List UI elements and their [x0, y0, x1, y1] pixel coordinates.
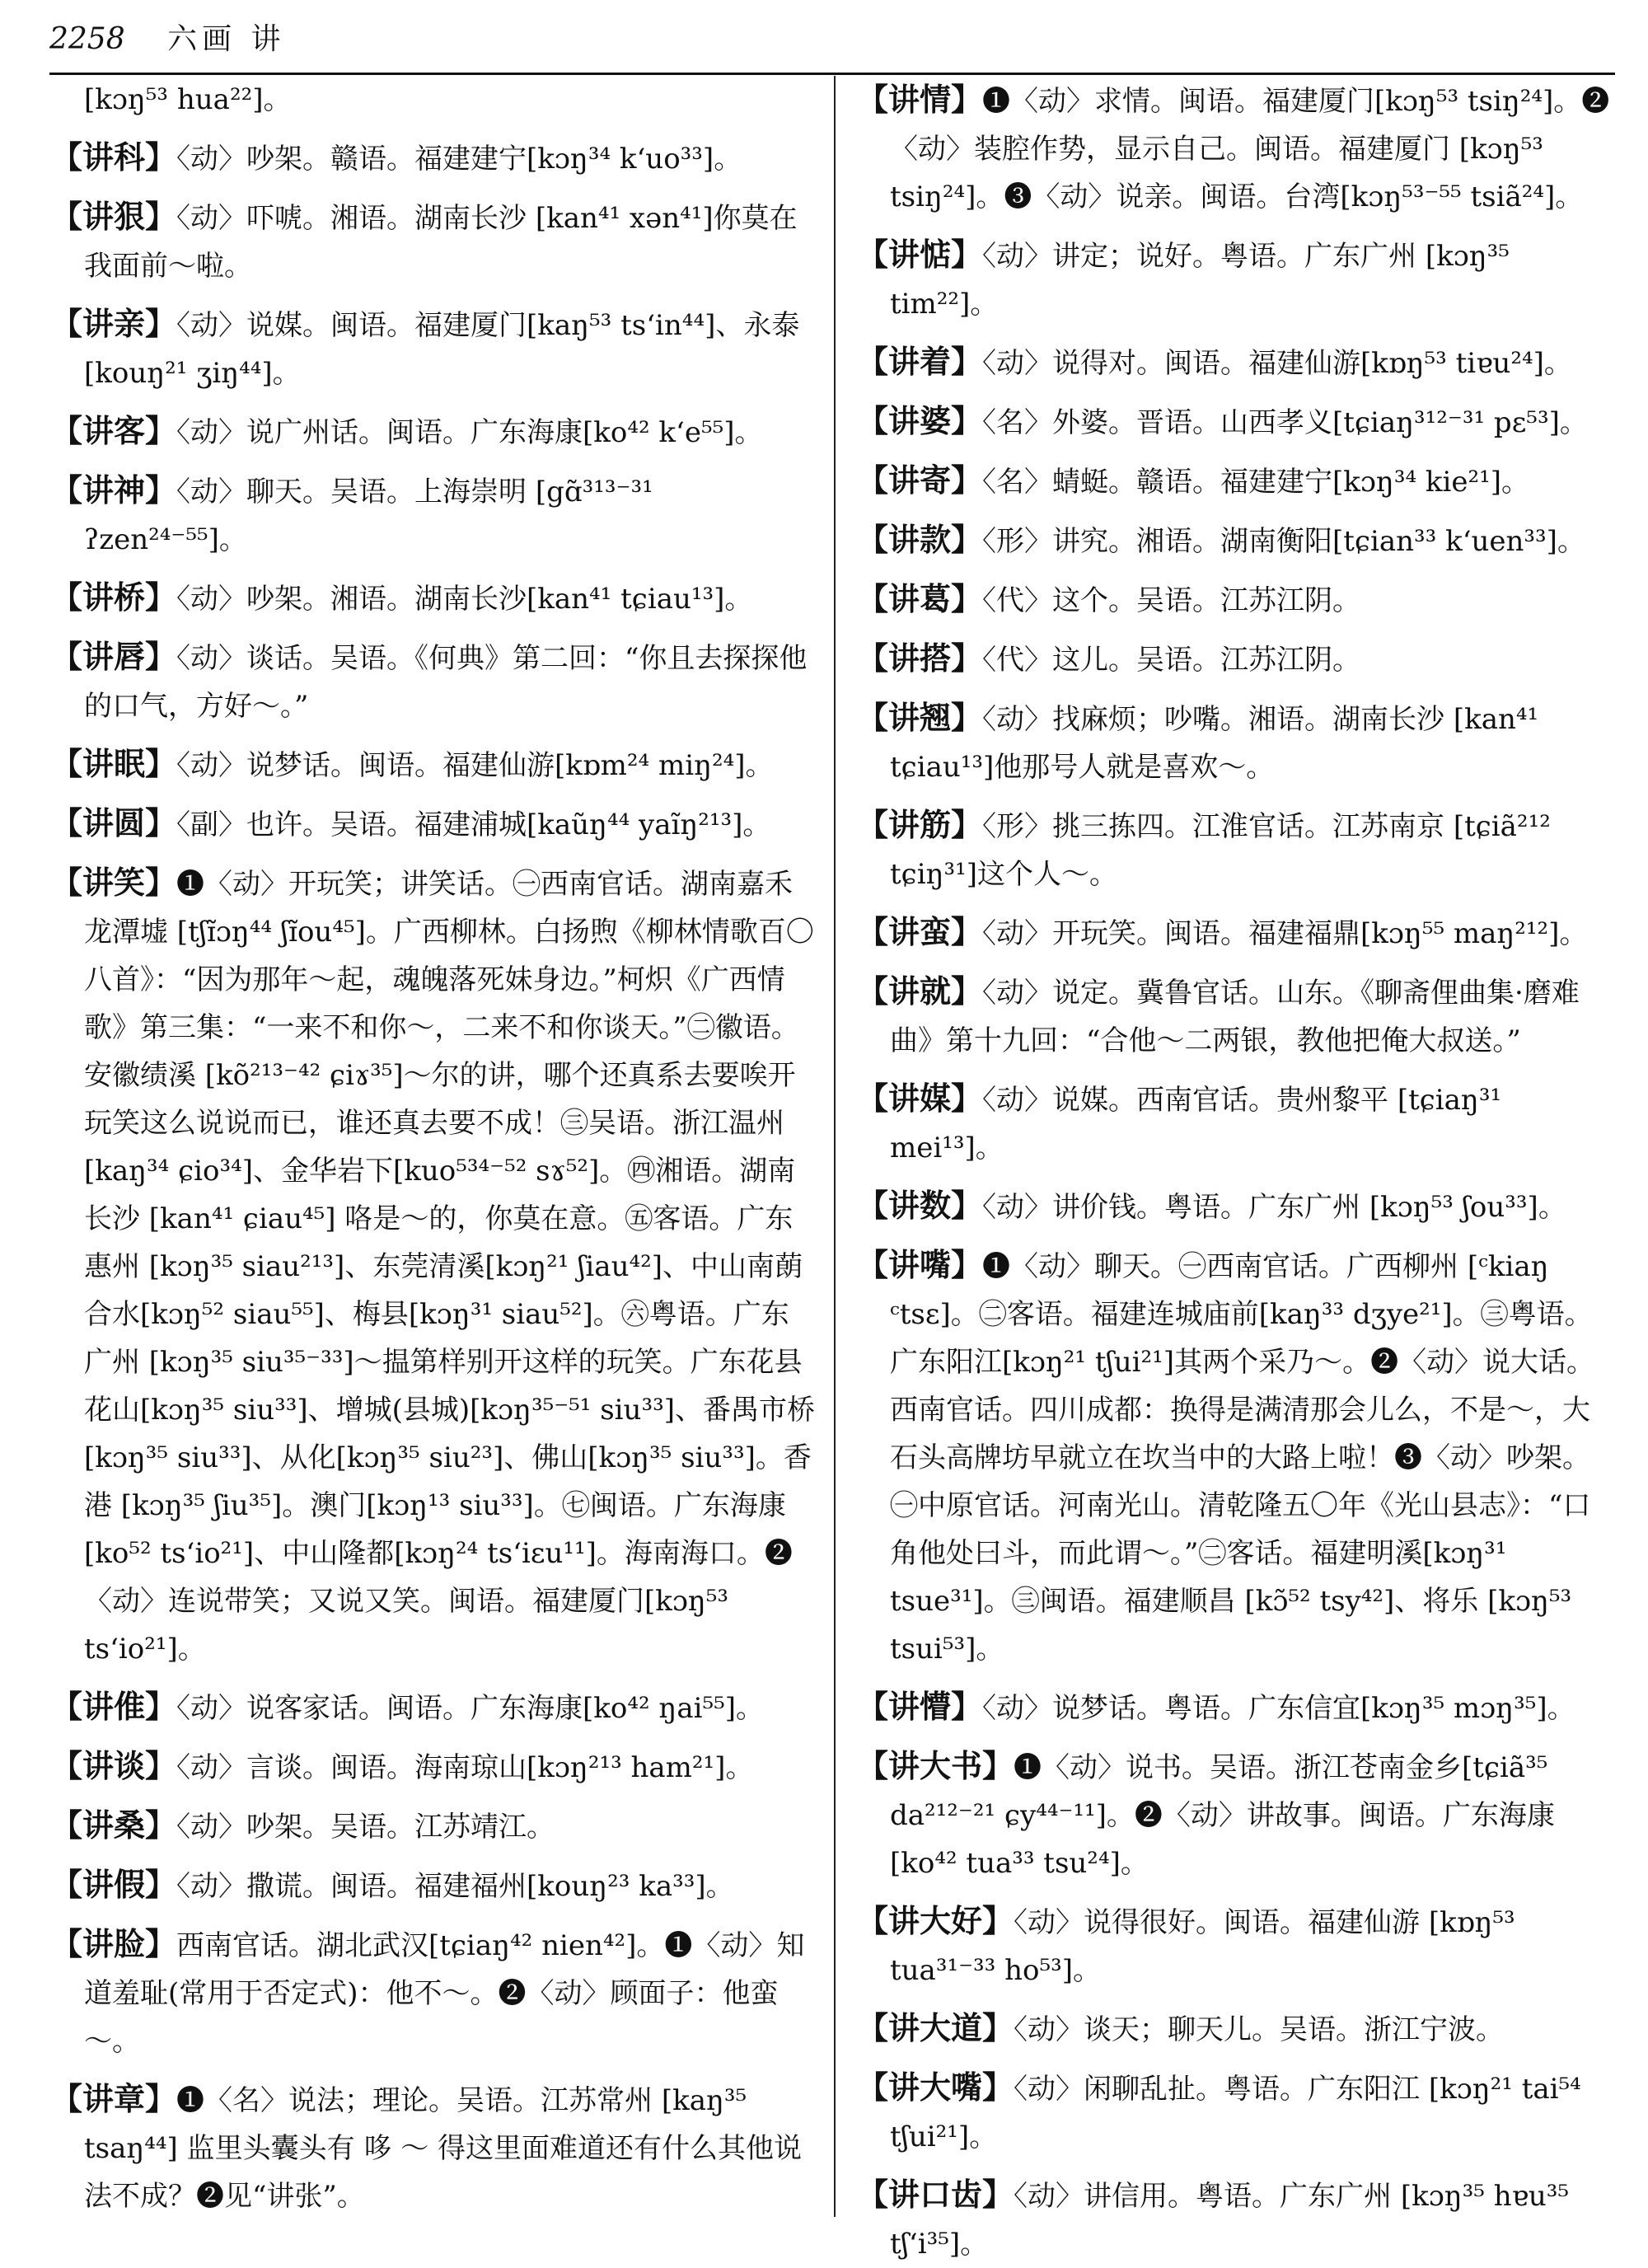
- entry-definition: 〈代〉这儿。吴语。江苏江阴。: [982, 644, 1361, 677]
- dictionary-entry: [857, 516, 1615, 565]
- entry-definition: 〈名〉外婆。晋语。山西孝义[tɕiaŋ³¹²⁻³¹ pɛ⁵³]。: [982, 406, 1588, 439]
- entry-headword: 【讲搭】: [857, 640, 983, 677]
- page-number: 2258: [49, 22, 125, 56]
- dictionary-entry: [857, 1742, 1615, 1887]
- entry-headword: 【讲圆】: [51, 804, 177, 841]
- entry-definition: 西南官话。湖北武汉[tɕiaŋ⁴² nien⁴²]。❶〈动〉知道羞耻(常用于否定式)：他不～。❷〈动〉顾面子：他蛮～。: [84, 1929, 805, 2058]
- dictionary-entry: [857, 1182, 1615, 1231]
- section-title: 六画 讲: [167, 22, 286, 56]
- entry-headword: 【讲着】: [857, 343, 983, 380]
- entry-headword: 【讲桑】: [51, 1806, 177, 1844]
- entry-headword: 【讲大道】: [857, 2009, 1014, 2046]
- entry-headword: 【讲媒】: [857, 1080, 983, 1117]
- left-entries: [51, 134, 816, 2220]
- dictionary-entry: [857, 801, 1615, 898]
- dictionary-entry: [51, 193, 816, 290]
- entry-headword: 【讲科】: [51, 138, 177, 176]
- entry-headword: 【讲神】: [51, 471, 177, 508]
- dictionary-entry: [857, 76, 1615, 221]
- dictionary-entry: [857, 908, 1615, 958]
- entry-headword: 【讲唇】: [51, 638, 177, 675]
- right-column: [857, 76, 1615, 2261]
- dictionary-entry: [51, 1742, 816, 1792]
- entry-definition: 〈动〉聊天。吴语。上海崇明 [gɑ̃³¹³⁻³¹ ʔzen²⁴⁻⁵⁵]。: [84, 476, 653, 556]
- dictionary-entry: [51, 134, 816, 183]
- dictionary-entry: [51, 859, 816, 1673]
- entry-headword: 【讲懵】: [857, 1688, 983, 1725]
- entry-headword: 【讲桥】: [51, 579, 177, 616]
- dictionary-entry: [857, 575, 1615, 625]
- entry-definition: 〈代〉这个。吴语。江苏江阴。: [982, 584, 1361, 617]
- entry-definition: 〈动〉讲价钱。粤语。广东广州 [kɔŋ⁵³ ʃou³³]。: [982, 1191, 1566, 1224]
- continuation-text: [kɔŋ⁵³ hua²²]。: [84, 83, 292, 116]
- entry-definition: 〈动〉说客家话。闽语。广东海康[ko⁴² ŋai⁵⁵]。: [176, 1692, 764, 1725]
- column-divider: [834, 76, 836, 2217]
- entry-headword: 【讲脸】: [51, 1925, 177, 1962]
- entry-definition: 〈名〉蜻蜓。赣语。福建建宁[kɔŋ³⁴ kie²¹]。: [982, 466, 1530, 499]
- entry-definition: 〈动〉言谈。闽语。海南琼山[kɔŋ²¹³ ham²¹]。: [176, 1751, 754, 1784]
- entry-definition: 〈动〉说广州话。闽语。广东海康[ko⁴² kʻe⁵⁵]。: [176, 416, 763, 449]
- entry-definition: 〈动〉说梦话。粤语。广东信宜[kɔŋ³⁵ mɔŋ³⁵]。: [982, 1692, 1575, 1725]
- entry-headword: 【讲嘴】: [857, 1246, 983, 1283]
- entry-headword: 【讲大书】: [857, 1747, 1014, 1784]
- entry-definition: 〈动〉开玩笑。闽语。福建福鼎[kɔŋ⁵⁵ maŋ²¹²]。: [982, 917, 1588, 950]
- entry-definition: 〈动〉讲信用。粤语。广东广州 [kɔŋ³⁵ hɐu³⁵ tʃʻi³⁵]。: [890, 2180, 1570, 2261]
- dictionary-entry: [51, 1861, 816, 1910]
- dictionary-entry: [857, 1897, 1615, 1994]
- entry-definition: 〈动〉说梦话。闽语。福建仙游[kɒm²⁴ miŋ²⁴]。: [176, 749, 774, 782]
- entry-definition: 〈动〉说得很好。闽语。福建仙游 [kɒŋ⁵³ tua³¹⁻³³ ho⁵³]。: [890, 1906, 1515, 1987]
- dictionary-entry: [51, 466, 816, 564]
- entry-headword: 【讲倠】: [51, 1688, 177, 1725]
- dictionary-entry: [857, 457, 1615, 506]
- dictionary-entry: [857, 1683, 1615, 1732]
- entry-headword: 【讲寄】: [857, 462, 983, 499]
- entry-definition: 〈动〉找麻烦；吵嘴。湘语。湖南长沙 [kan⁴¹ tɕiau¹³]他那号人就是喜欢～。: [890, 703, 1539, 784]
- entry-headword: 【讲情】: [857, 81, 983, 118]
- dictionary-entry: [51, 1920, 816, 2065]
- dictionary-entry: [51, 1683, 816, 1732]
- right-entries: [857, 76, 1615, 2268]
- entry-definition: 〈副〉也许。吴语。福建浦城[kaũŋ⁴⁴ yaĩŋ²¹³]。: [176, 808, 771, 841]
- entry-definition: 〈动〉吵架。赣语。福建建宁[kɔŋ³⁴ kʻuo³³]。: [176, 143, 742, 176]
- left-column: [51, 76, 816, 2217]
- entry-headword: 【讲就】: [857, 972, 983, 1010]
- entry-definition: 〈形〉讲究。湘语。湖南衡阳[tɕian³³ kʻuen³³]。: [982, 525, 1585, 558]
- entry-definition: 〈动〉说媒。西南官话。贵州黎平 [tɕiaŋ³¹ mei¹³]。: [890, 1084, 1502, 1164]
- entry-headword: 【讲客】: [51, 412, 177, 449]
- dictionary-entry: [857, 1075, 1615, 1172]
- dictionary-entry: [51, 1802, 816, 1851]
- entry-headword: 【讲口齿】: [857, 2176, 1014, 2213]
- entry-headword: 【讲婆】: [857, 402, 983, 439]
- entry-headword: 【讲大好】: [857, 1902, 1014, 1939]
- dictionary-entry: [857, 2004, 1615, 2054]
- dictionary-entry: [857, 338, 1615, 387]
- entry-definition: 〈动〉吓唬。湘语。湖南长沙 [kan⁴¹ xən⁴¹]你莫在我面前～啦。: [84, 202, 798, 283]
- dictionary-entry: [51, 407, 816, 457]
- entry-definition: 〈动〉谈天；聊天儿。吴语。浙江宁波。: [1014, 2013, 1505, 2046]
- entry-definition: ❶〈动〉说书。吴语。浙江苍南金乡[tɕiã³⁵ da²¹²⁻²¹ ɕy⁴⁴⁻¹¹]。❷〈动〉讲故事。闽语。广东海康 [ko⁴² tua³³ tsu²⁴]。: [890, 1751, 1555, 1880]
- entry-headword: 【讲谈】: [51, 1747, 177, 1784]
- entry-headword: 【讲假】: [51, 1866, 177, 1903]
- entry-headword: 【讲笑】: [51, 864, 177, 901]
- entry-definition: 〈动〉吵架。吴语。江苏靖江。: [176, 1811, 555, 1844]
- dictionary-entry: [857, 694, 1615, 791]
- dictionary-entry: [51, 740, 816, 790]
- dictionary-entry: [51, 574, 816, 623]
- dictionary-entry: [51, 300, 816, 397]
- entry-headword: 【讲翘】: [857, 699, 983, 736]
- entry-headword: 【讲数】: [857, 1187, 983, 1224]
- entry-definition: ❶〈名〉说法；理论。吴语。江苏常州 [kaŋ³⁵ tsaŋ⁴⁴] 监里头囊头有 哆 ～ 得这里面难道还有什么其他说法不成？❷见“讲张”。: [84, 2084, 803, 2213]
- entry-definition: 〈动〉谈话。吴语。《何典》第二回：“你且去探探他的口气，方好～。”: [84, 642, 808, 723]
- entry-headword: 【讲大嘴】: [857, 2069, 1014, 2106]
- entry-headword: 【讲狠】: [51, 198, 177, 235]
- dictionary-entry: [857, 1241, 1615, 1673]
- dictionary-entry: [51, 2075, 816, 2220]
- entry-definition: ❶〈动〉求情。闽语。福建厦门[kɔŋ⁵³ tsiŋ²⁴]。❷〈动〉装腔作势，显示自己。闽语。福建厦门 [kɔŋ⁵³ tsiŋ²⁴]。❸〈动〉说亲。闽语。台湾[kɔŋ⁵³⁻⁵⁵ tsiã²⁴]。: [890, 85, 1610, 213]
- entry-headword: 【讲款】: [857, 521, 983, 558]
- entry-definition: 〈动〉闲聊乱扯。粤语。广东阳江 [kɔŋ²¹ tai⁵⁴ tʃui²¹]。: [890, 2073, 1581, 2153]
- dictionary-entry: [857, 968, 1615, 1065]
- entry-definition: 〈动〉说媒。闽语。福建厦门[kaŋ⁵³ tsʻin⁴⁴]、永泰[kouŋ²¹ ʒiŋ⁴⁴]。: [84, 309, 800, 390]
- entry-definition: 〈动〉说定。冀鲁官话。山东。《聊斋俚曲集·磨难曲》第十九回：“合他～二两银，教他把俺大叔送。”: [890, 977, 1580, 1057]
- dictionary-entry: [51, 633, 816, 730]
- dictionary-entry: [857, 635, 1615, 684]
- dictionary-entry: [857, 2064, 1615, 2161]
- entry-headword: 【讲惦】: [857, 236, 983, 273]
- entry-headword: 【讲筋】: [857, 806, 983, 843]
- entry-definition: ❶〈动〉开玩笑；讲笑话。㊀西南官话。湖南嘉禾龙潭墟 [tʃɪ̃ɔŋ⁴⁴ ʃɪ̃ou⁴⁵]。广西柳林。白扬煦《柳林情歌百〇八首》：“因为那年～起，魂魄落死妹身边。”柯炽《广西情歌》第三集：“一来不和你～，二来不和你谈天。”㊁徽语。安徽绩溪 [kõ²¹³⁻⁴² ɕiɤ³⁵]～尔的讲，哪个还真系去要唉开玩笑这么说说而已，谁还真去要不成！㊂吴语。浙江温州[kaŋ³⁴ ɕio³⁴]、金华岩下[kuo⁵³⁴⁻⁵² sɤ⁵²]。㊃湘语。湖南长沙 [kan⁴¹ ɕiau⁴⁵] 咯是～的，你莫在意。㊄客语。广东惠州 [kɔŋ³⁵ siau²¹³]、东莞清溪[kɔŋ²¹ ʃiau⁴²]、中山南蓢合水[kɔŋ⁵² siau⁵⁵]、梅县[kɔŋ³¹ siau⁵²]。㊅粤语。广东广州 [kɔŋ³⁵ siu³⁵⁻³³]～揾第样别开这样的玩笑。广东花县花山[kɔŋ³⁵ siu³³]、增城(县城)[kɔŋ³⁵⁻⁵¹ siu³³]、番禺市桥[kɔŋ³⁵ siu³³]、从化[kɔŋ³⁵ siu²³]、佛山[kɔŋ³⁵ siu³³]。香港 [kɔŋ³⁵ ʃiu³⁵]。澳门[kɔŋ¹³ siu³³]。㊆闽语。广东海康[ko⁵² tsʻio²¹]、中山隆都[kɔŋ²⁴ tsʻiɛu¹¹]。海南海口。❷〈动〉连说带笑；又说又笑。闽语。福建厦门[kɔŋ⁵³ tsʻio²¹]。: [84, 868, 815, 1666]
- dictionary-entry: [51, 799, 816, 849]
- entry-headword: 【讲蛮】: [857, 913, 983, 950]
- dictionary-entry: [857, 2171, 1615, 2268]
- entry-headword: 【讲眠】: [51, 745, 177, 782]
- entry-definition: 〈形〉挑三拣四。江淮官话。江苏南京 [tɕiã²¹² tɕiŋ³¹]这个人～。: [890, 810, 1551, 891]
- entry-definition: ❶〈动〉聊天。㊀西南官话。广西柳州 [ᶜkiaŋ ᶜtsɛ]。㊁客语。福建连城庙前[kaŋ³³ dʒye²¹]。㊂粤语。广东阳江[kɔŋ²¹ tʃui²¹]其两个采乃～。❷〈动〉说大话。西南官话。四川成都：换得是满清那会儿么，不是～，大石头高牌坊早就立在坎当中的大路上啦！❸〈动〉吵架。㊀中原官话。河南光山。清乾隆五〇年《光山县志》：“口角他处曰斗，而此谓～。”㊁客话。福建明溪[kɔŋ³¹ tsue³¹]。㊂闽语。福建顺昌 [kɔ̃⁵² tsy⁴²]、将乐 [kɔŋ⁵³ tsui⁵³]。: [890, 1250, 1595, 1666]
- entry-definition: 〈动〉撒谎。闽语。福建福州[kouŋ²³ ka³³]。: [176, 1870, 734, 1903]
- entry-definition: 〈动〉说得对。闽语。福建仙游[kɒŋ⁵³ tiɐu²⁴]。: [982, 347, 1572, 380]
- dictionary-entry: [857, 231, 1615, 328]
- entry-definition: 〈动〉讲定；说好。粤语。广东广州 [kɔŋ³⁵ tim²²]。: [890, 240, 1510, 321]
- entry-headword: 【讲章】: [51, 2080, 177, 2117]
- entry-headword: 【讲亲】: [51, 305, 177, 342]
- entry-definition: 〈动〉吵架。湘语。湖南长沙[kan⁴¹ tɕiau¹³]。: [176, 583, 753, 616]
- page-header: [49, 15, 1615, 75]
- entry-headword: 【讲葛】: [857, 580, 983, 617]
- dictionary-entry: [857, 397, 1615, 447]
